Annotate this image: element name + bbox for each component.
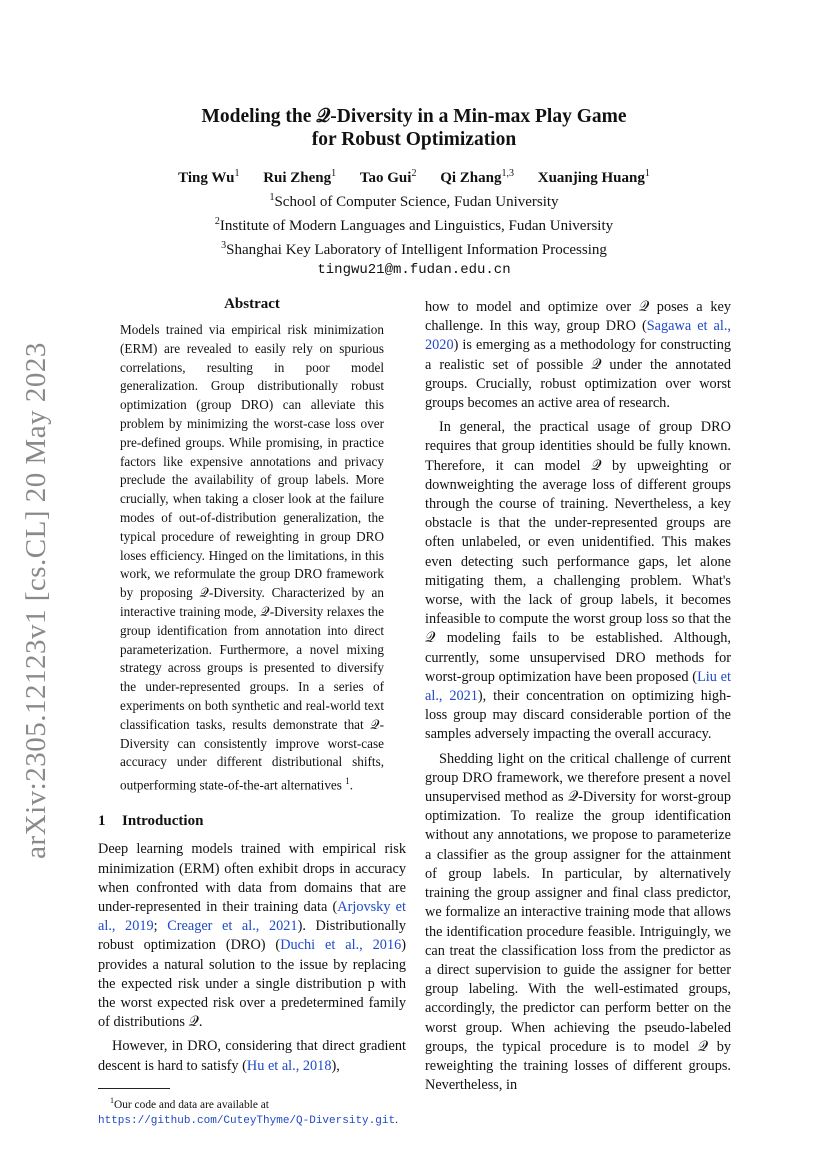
paper-title-line-1: Modeling the 𝒬-Diversity in a Min-max Play Game	[201, 106, 627, 127]
author	[538, 168, 650, 187]
paragraph-text: ). Distributionally robust optimization (DRO) (	[98, 918, 407, 954]
arxiv-identifier	[14, 290, 58, 910]
affiliation-text: Shanghai Key Laboratory of Intelligent Information Processing	[226, 242, 607, 258]
paragraph-text: In general, the practical usage of group DRO requires that group identities should be fully known. Therefore, it can model 𝒬 by upweighting or downweighting the average loss of different groups through the course of training. Nevertheless, a key obstacle is that the under-represented groups are often unlabeled, or even unidentified. This makes even detecting such performance gaps, let alone mitigating them, a challenging problem. What's worse, with the lack of group labels, it becomes infeasible to compute the worst group loss so that the 𝒬 modeling fails to be established. Although, currently, some unsupervised DRO methods for worst-group optimization have been proposed (	[425, 419, 731, 685]
paragraph-text: ),	[331, 1057, 340, 1074]
footnote-divider	[98, 1088, 170, 1089]
body-paragraph	[425, 298, 731, 413]
affiliation-mark: 3	[221, 240, 227, 251]
author-affil-mark: 1	[331, 168, 337, 179]
section-title: Introduction	[122, 813, 204, 830]
citation-link[interactable]: Sagawa et al., 2020	[425, 318, 731, 354]
left-column	[98, 296, 406, 1129]
abstract-end: .	[349, 777, 353, 793]
author-affil-mark: 1,3	[501, 168, 514, 179]
paragraph-text: Deep learning models trained with empirical risk minimization (ERM) often exhibit drops in accuracy when confronted with data from domains that are under-represented in their training data (	[98, 841, 406, 915]
body-paragraph	[425, 418, 731, 744]
author	[178, 168, 239, 187]
body-paragraph	[425, 750, 731, 1096]
footnote-text: Our code and data are available at	[114, 1098, 269, 1111]
affiliation	[0, 212, 828, 236]
citation-link[interactable]: Liu et al., 2021	[425, 668, 731, 705]
abstract-body: Models trained via empirical risk minimization (ERM) are revealed to easily rely on spurious correlations, resulting in poor model generalization. Group distributionally robust optimization (group DRO) can alleviate this problem by minimizing the worst-case loss over pre-defined groups. While promising, in practice factors like expensive annotations and privacy preclude the availability of group labels. More crucially, when taking a closer look at the failure modes of out-of-distribution generalization, the typical procedure of reweighting in group DRO loses efficiency. Hinged on the limitations, in this work, we reformulate the group DRO framework by proposing 𝒬-Diversity. Characterized by an interactive training mode, 𝒬-Diversity relaxes the group identification from annotation into direct parameterization. Furthermore, a novel mixing strategy across groups is presented to diversify the under-represented groups. In a series of experiments on both synthetic and real-world text classification tasks, results demonstrate that 𝒬-Diversity can consistently improve worst-case accuracy under different distributional shifts, outperforming state-of-the-art alternatives	[120, 322, 384, 793]
citation-link[interactable]: Duchi et al., 2016	[280, 937, 402, 954]
right-column	[425, 298, 731, 1095]
affiliation-mark: 1	[269, 192, 275, 203]
affiliations	[0, 188, 828, 280]
author-name: Qi Zhang	[440, 170, 502, 186]
author	[360, 168, 417, 187]
arxiv-identifier-text: arXiv:2305.12123v1 [cs.CL] 20 May 2023	[19, 341, 52, 859]
affiliation	[0, 188, 828, 212]
paragraph-text: Shedding light on the critical challenge of current group DRO framework, we therefore present a novel unsupervised method as 𝒬-Diversity for worst-group optimization. To realize the group identification without any annotations, we propose to parameterize a classifier as the group assigner for the attainment of group labels. In particular, by alternatively training the group assigner and final class predictor, we formalize an interactive training mode that allows the identification procedure feasible. Intriguingly, we can treat the classification loss from the predictor as a direct supervision to guide the assigner for better group labeling. With the well-estimated groups, accordingly, the predictor can perform better on the worst group. When achieving the pseudo-labeled groups, the typical procedure is to model 𝒬 by reweighting the training losses of different groups. Nevertheless, in	[425, 750, 731, 1094]
footnote-end: .	[395, 1113, 398, 1126]
footnote-mark: 1	[110, 1095, 114, 1105]
author-list	[0, 168, 828, 187]
paragraph-text: ) is emerging as a methodology for constructing a realistic set of possible 𝒬 under the annotated groups. Crucially, robust optimization over worst groups becomes an active area of research.	[425, 337, 731, 412]
author-affil-mark: 2	[411, 168, 417, 179]
citation-link[interactable]: Arjovsky et al., 2019	[98, 898, 406, 935]
paragraph-text: ) provides a natural solution to the issue by replacing the expected risk under a single distribution p with the worst expected risk over a predetermined family of distributions 𝒬.	[98, 937, 407, 1031]
author-name: Tao Gui	[359, 170, 412, 186]
contact-email[interactable]: tingwu21@m.fudan.edu.cn	[317, 262, 511, 278]
intro-paragraph-1	[98, 840, 406, 1032]
citation-link[interactable]: Creager et al., 2021	[167, 918, 298, 935]
affiliation-text: School of Computer Science, Fudan University	[274, 194, 559, 210]
author-affil-mark: 1	[234, 168, 240, 179]
author-affil-mark: 1	[644, 168, 650, 179]
paper-title-line-2: for Robust Optimization	[311, 129, 517, 150]
author-name: Ting Wu	[178, 170, 235, 186]
repository-link[interactable]: https://github.com/CuteyThyme/Q-Diversity.git	[98, 1114, 396, 1127]
footnote-ref[interactable]: 1	[345, 776, 350, 787]
abstract-text	[120, 321, 384, 795]
affiliation	[0, 236, 828, 260]
abstract-heading: Abstract	[224, 296, 280, 312]
affiliation-mark: 2	[214, 216, 220, 227]
affiliation-text: Institute of Modern Languages and Linguistics, Fudan University	[219, 218, 614, 234]
author-name: Xuanjing Huang	[537, 170, 645, 186]
paragraph-text: how to model and optimize over 𝒬 poses a key challenge. In this way, group DRO (	[425, 299, 731, 335]
paragraph-text: ), their concentration on optimizing high-loss group may discard considerable portion of the samples adversely impacting the overall accuracy.	[425, 688, 731, 743]
section-number: 1	[98, 813, 106, 830]
paragraph-text: However, in DRO, considering that direct gradient descent is hard to satisfy (	[98, 1038, 406, 1074]
intro-paragraph-2	[98, 1037, 406, 1075]
paper-title	[0, 105, 828, 151]
author-name: Rui Zheng	[263, 170, 332, 186]
footnote	[98, 1093, 406, 1129]
author	[440, 168, 514, 187]
citation-separator: ;	[153, 918, 168, 935]
author	[263, 168, 336, 187]
section-heading-introduction	[98, 813, 406, 830]
citation-link[interactable]: Hu et al., 2018	[246, 1057, 332, 1074]
